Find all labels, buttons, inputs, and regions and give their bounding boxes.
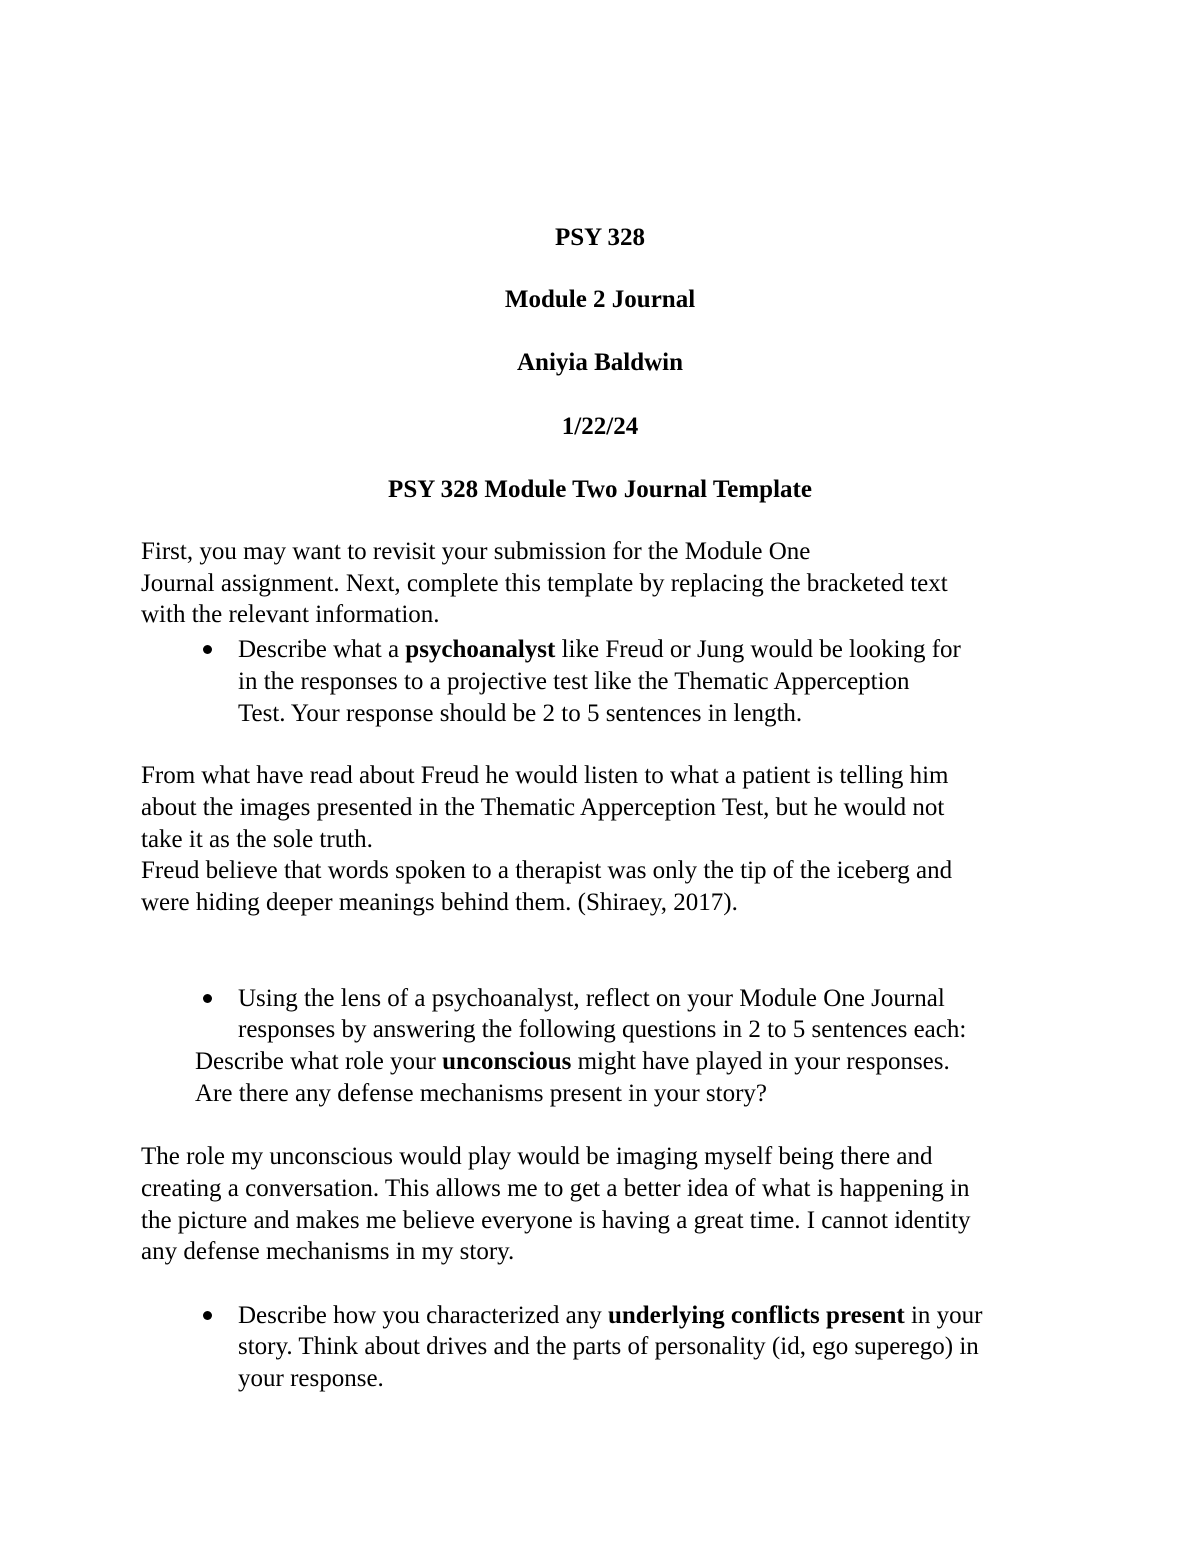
question-line: Describe what a psychoanalyst like Freud or Jung would be looking for [238,636,961,663]
question-line: responses by answering the following questions in 2 to 5 sentences each: [238,1016,967,1043]
intro-line: First, you may want to revisit your submission for the Module One [141,538,811,565]
question-line: story. Think about drives and the parts of personality (id, ego superego) in [238,1333,979,1360]
answer-line: take it as the sole truth. [141,826,373,853]
bullet-icon [203,1311,212,1320]
question-line: Using the lens of a psychoanalyst, reflect on your Module One Journal [238,985,945,1012]
question-line: your response. [238,1365,384,1392]
submission-date: 1/22/24 [561,413,639,440]
answer-line: creating a conversation. This allows me to get a better idea of what is happening in [141,1175,970,1202]
template-title: PSY 328 Module Two Journal Template [388,476,812,503]
question-line: Describe how you characterized any underlying conflicts present in your [238,1302,983,1329]
course-code: PSY 328 [554,224,646,251]
answer-line: the picture and makes me believe everyone is having a great time. I cannot identity [141,1207,971,1234]
emphasis-term: psychoanalyst [405,636,556,663]
answer-line: were hiding deeper meanings behind them. (Shiraey, 2017). [141,889,738,916]
emphasis-term: unconscious [442,1048,572,1075]
question-line: in the responses to a projective test like the Thematic Apperception [238,668,910,695]
answer-line: Freud believe that words spoken to a therapist was only the tip of the iceberg and [141,857,953,884]
intro-line: Journal assignment. Next, complete this template by replacing the bracketed text [141,570,948,597]
answer-line: From what have read about Freud he would listen to what a patient is telling him [141,762,949,789]
question-line: Test. Your response should be 2 to 5 sentences in length. [238,700,803,727]
bullet-icon [203,994,212,1003]
bullet-icon [203,645,212,654]
answer-line: The role my unconscious would play would be imaging myself being there and [141,1143,933,1170]
emphasis-term: underlying conflicts present [607,1302,905,1329]
student-name: Aniyia Baldwin [516,349,684,376]
assignment-title: Module 2 Journal [504,286,696,313]
answer-line: about the images presented in the Thematic Apperception Test, but he would not [141,794,945,821]
question-subline: Describe what role your unconscious might have played in your responses. [195,1048,950,1075]
intro-line: with the relevant information. [141,601,440,628]
question-subline: Are there any defense mechanisms present in your story? [195,1080,768,1107]
answer-line: any defense mechanisms in my story. [141,1238,515,1265]
